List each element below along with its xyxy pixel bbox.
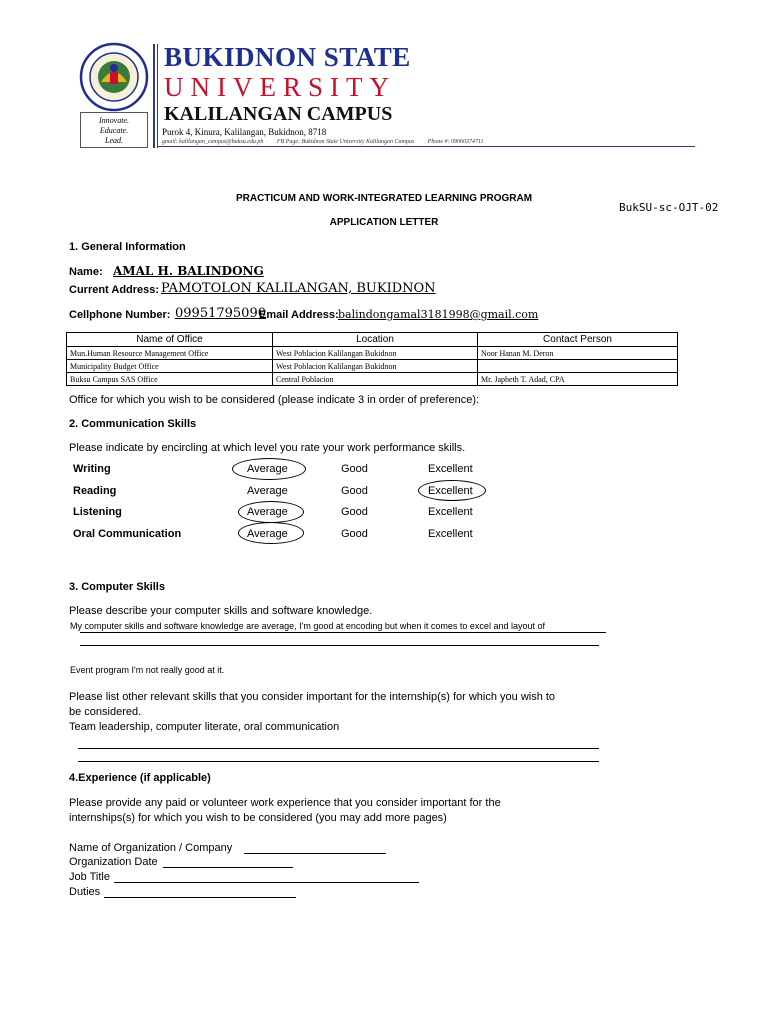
name-value: AMAL H. BALINDONG bbox=[113, 264, 264, 278]
skill-reading: Reading bbox=[73, 485, 117, 497]
office-cell: Municipality Budget Office bbox=[67, 360, 273, 373]
motto-lead: Lead. bbox=[105, 136, 123, 145]
email-value: balindongamal3181998@gmail.com bbox=[338, 308, 539, 321]
other-skills-prompt-line1: Please list other relevant skills that you consider important for the internship(s) for which you wish to bbox=[69, 691, 556, 703]
section1-heading: 1. General Information bbox=[69, 241, 186, 253]
org-date-field-line[interactable] bbox=[163, 867, 293, 868]
office-cell: Buksu Campus SAS Office bbox=[67, 373, 273, 386]
computer-skills-prompt: Please describe your computer skills and software knowledge. bbox=[69, 605, 373, 617]
computer-skills-answer-line2: Event program I'm not really good at it. bbox=[70, 665, 225, 675]
computer-skills-answer-line1: My computer skills and software knowledge are average, I'm good at encoding but when it comes to excel and layout of bbox=[70, 621, 545, 631]
level-good: Good bbox=[341, 463, 368, 475]
cellphone-label: Cellphone Number: bbox=[69, 309, 171, 321]
section3-heading: 3. Computer Skills bbox=[69, 581, 165, 593]
location-cell: Central Poblacion bbox=[273, 373, 478, 386]
col-header-office: Name of Office bbox=[67, 333, 273, 347]
level-good: Good bbox=[341, 485, 368, 497]
university-name-line2: UNIVERSITY bbox=[164, 72, 396, 102]
section2-heading: 2. Communication Skills bbox=[69, 418, 197, 430]
table-header-row bbox=[67, 333, 678, 347]
selection-circle bbox=[238, 501, 304, 523]
selection-circle bbox=[418, 480, 486, 501]
level-good: Good bbox=[341, 528, 368, 540]
campus-phone: Phone #: 09060374711 bbox=[427, 139, 484, 145]
level-average: Average bbox=[247, 485, 288, 497]
office-cell: Mun.Human Resource Management Office bbox=[67, 347, 273, 360]
address-label: Current Address: bbox=[69, 284, 160, 296]
selection-circle bbox=[238, 522, 304, 544]
letter-title: APPLICATION LETTER bbox=[329, 217, 439, 228]
answer-underline bbox=[80, 632, 606, 633]
level-average: Average bbox=[247, 506, 288, 518]
university-name-line1: BUKIDNON STATE bbox=[164, 42, 411, 72]
header-rule bbox=[157, 146, 695, 147]
section2-instruction: Please indicate by encircling at which level you rate your work performance skills. bbox=[69, 442, 466, 454]
skill-writing: Writing bbox=[73, 463, 111, 475]
job-title-field-line[interactable] bbox=[114, 882, 419, 883]
level-excellent: Excellent bbox=[428, 485, 473, 497]
experience-prompt-line2: internships(s) for which you wish to be considered (you may add more pages) bbox=[69, 812, 447, 824]
contact-cell: Noor Hanan M. Deron bbox=[478, 347, 678, 360]
answer-underline bbox=[80, 645, 599, 646]
location-cell: West Poblacion Kalilangan Bukidnon bbox=[273, 347, 478, 360]
other-skills-answer: Team leadership, computer literate, oral communication bbox=[69, 721, 340, 733]
level-excellent: Excellent bbox=[428, 506, 473, 518]
campus-contact-line bbox=[162, 139, 496, 145]
org-date-label: Organization Date bbox=[69, 856, 158, 868]
university-seal-logo bbox=[79, 42, 149, 112]
selection-circle bbox=[232, 458, 306, 480]
col-header-location: Location bbox=[273, 333, 478, 347]
level-average: Average bbox=[247, 528, 288, 540]
header-divider-thin bbox=[157, 44, 158, 148]
email-label: Email Address: bbox=[259, 309, 339, 321]
duties-label: Duties bbox=[69, 886, 101, 898]
program-title: PRACTICUM AND WORK-INTEGRATED LEARNING PROGRAM bbox=[235, 193, 533, 204]
campus-name: KALILANGAN CAMPUS bbox=[164, 103, 393, 125]
level-excellent: Excellent bbox=[428, 463, 473, 475]
other-skills-prompt-line2: be considered. bbox=[69, 706, 142, 718]
skill-oral-communication: Oral Communication bbox=[73, 528, 182, 540]
table-row bbox=[67, 347, 678, 360]
table-row bbox=[67, 360, 678, 373]
document-number: BukSU-sc-OJT-02 bbox=[619, 201, 719, 214]
answer-underline bbox=[78, 761, 599, 762]
level-excellent: Excellent bbox=[428, 528, 473, 540]
org-name-label: Name of Organization / Company bbox=[69, 842, 233, 854]
table-row bbox=[67, 373, 678, 386]
header-divider bbox=[153, 44, 155, 148]
motto-box bbox=[80, 112, 148, 148]
section4-heading: 4.Experience (if applicable) bbox=[69, 772, 211, 784]
experience-prompt-line1: Please provide any paid or volunteer work experience that you consider important for the bbox=[69, 797, 501, 809]
contact-cell bbox=[478, 360, 678, 373]
location-cell: West Poblacion Kalilangan Bukidnon bbox=[273, 360, 478, 373]
office-preference-note: Office for which you wish to be considered (please indicate 3 in order of preference): bbox=[69, 394, 480, 406]
answer-underline bbox=[78, 748, 599, 749]
level-average: Average bbox=[247, 463, 288, 475]
campus-email: gmail: kalilangan_campus@buksu.edu.ph bbox=[162, 139, 264, 145]
office-preference-table bbox=[66, 332, 678, 386]
level-good: Good bbox=[341, 506, 368, 518]
motto-educate: Educate. bbox=[99, 126, 129, 135]
contact-cell: Mr. Japheth T. Adad, CPA bbox=[478, 373, 678, 386]
col-header-contact: Contact Person bbox=[478, 333, 678, 347]
cellphone-value: 09951795090 bbox=[175, 306, 266, 321]
campus-address: Purok 4, Kinura, Kalilangan, Bukidnon, 8718 bbox=[162, 127, 327, 137]
name-label: Name: bbox=[69, 266, 103, 278]
campus-fb-page: FB Page: Bukidnon State University Kalilangan Campus bbox=[276, 139, 415, 145]
job-title-label: Job Title bbox=[69, 871, 110, 883]
duties-field-line[interactable] bbox=[104, 897, 296, 898]
org-name-field-line[interactable] bbox=[244, 853, 386, 854]
motto-innovate: Innovate. bbox=[99, 116, 129, 125]
address-value: PAMOTOLON KALILANGAN, BUKIDNON bbox=[161, 281, 436, 296]
skill-listening: Listening bbox=[73, 506, 122, 518]
